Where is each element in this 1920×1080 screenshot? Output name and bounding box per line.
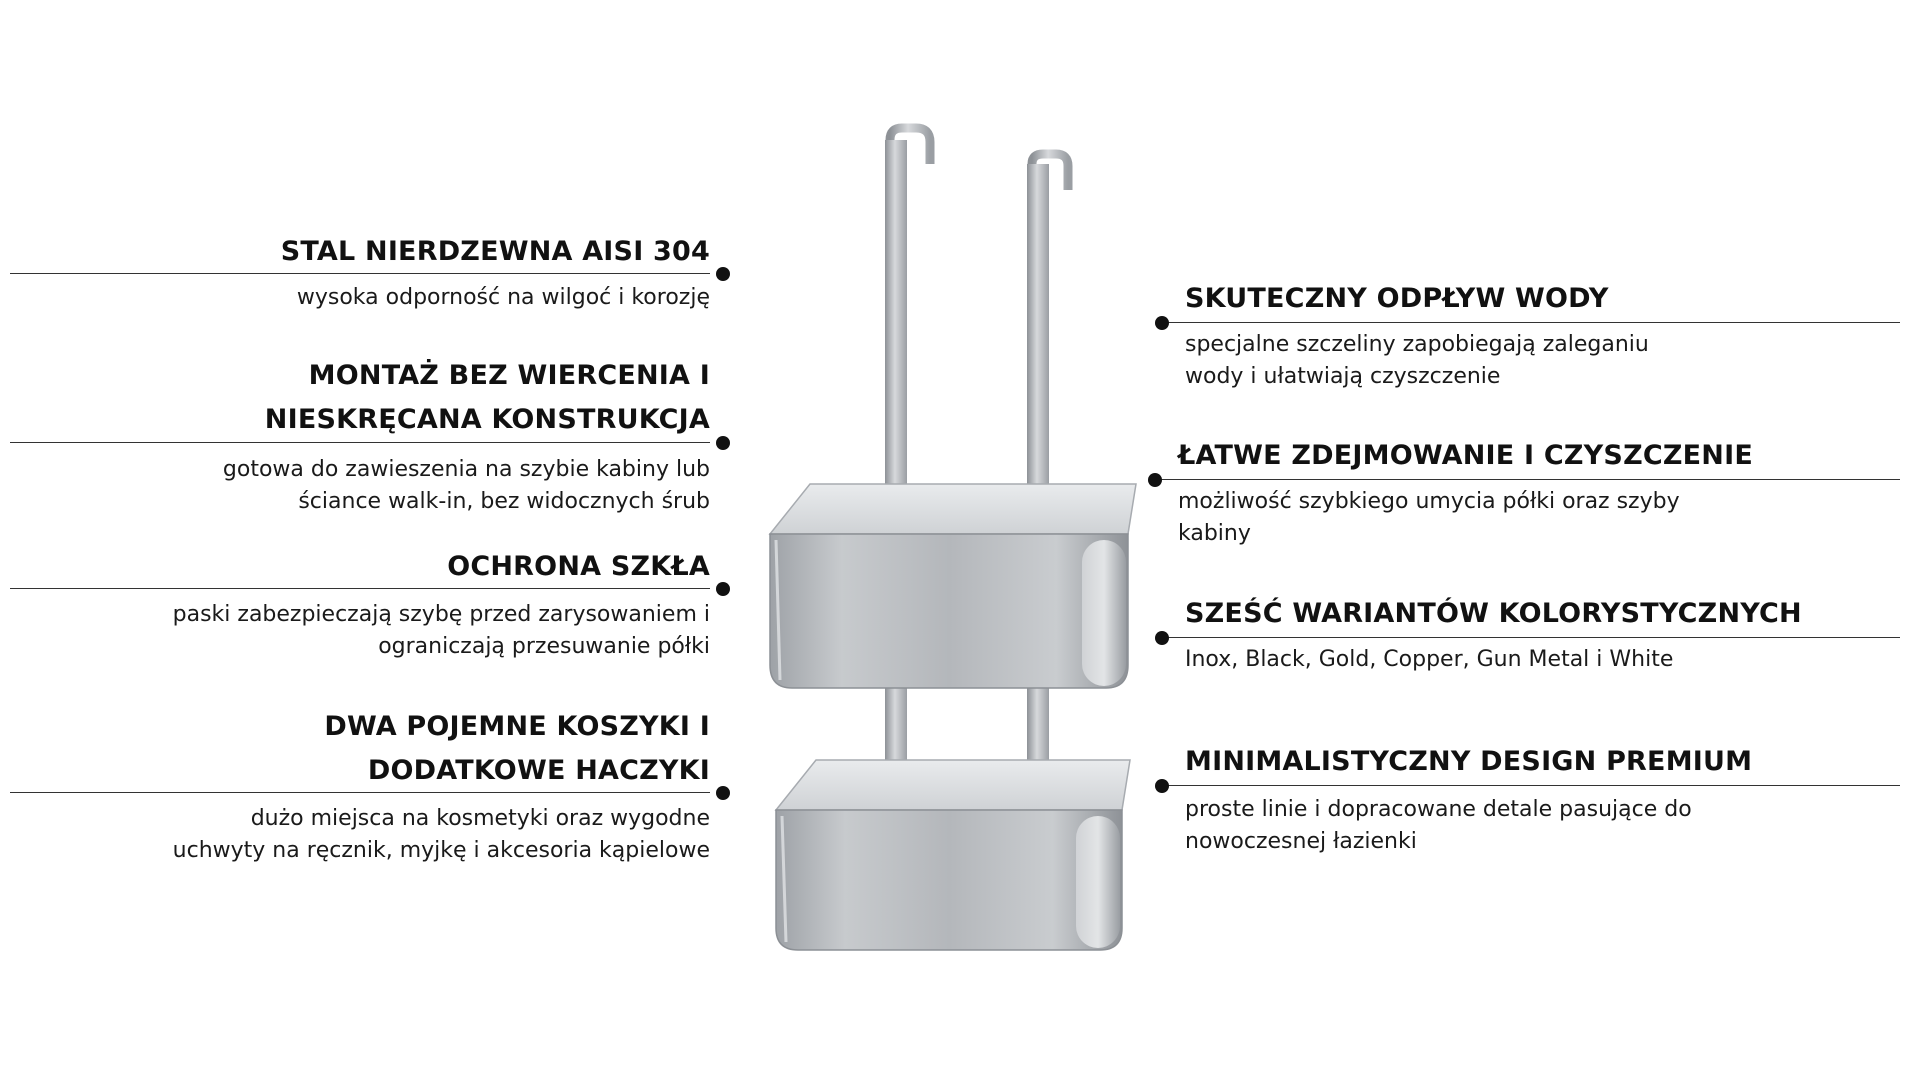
feature-color-variants bbox=[1155, 592, 1900, 682]
bullet-dot bbox=[1155, 316, 1169, 330]
feature-stainless-steel bbox=[10, 230, 710, 310]
bullet-dot bbox=[1155, 631, 1169, 645]
feature-title-line-2: NIESKRĘCANA KONSTRUKCJA bbox=[264, 404, 710, 435]
feature-desc-line-2: nowoczesnej łazienki bbox=[1185, 829, 1417, 854]
bullet-dot bbox=[716, 582, 730, 596]
feature-title-line-2: DODATKOWE HACZYKI bbox=[367, 755, 710, 786]
feature-title: STAL NIERDZEWNA AISI 304 bbox=[280, 236, 710, 267]
divider-line bbox=[1161, 637, 1900, 638]
bullet-dot bbox=[1155, 779, 1169, 793]
divider-line bbox=[10, 273, 710, 274]
feature-no-drilling bbox=[10, 354, 710, 514]
feature-title: SZEŚĆ WARIANTÓW KOLORYSTYCZNYCH bbox=[1185, 598, 1802, 629]
left-rod bbox=[885, 140, 907, 800]
upper-basket bbox=[770, 484, 1136, 688]
feature-desc-line-1: paski zabezpieczają szybę przed zarysowaniem i bbox=[172, 602, 710, 627]
bullet-dot bbox=[716, 786, 730, 800]
feature-desc-line-2: wody i ułatwiają czyszczenie bbox=[1185, 364, 1501, 389]
feature-title: OCHRONA SZKŁA bbox=[447, 551, 710, 582]
bullet-dot bbox=[716, 436, 730, 450]
divider-line bbox=[1161, 785, 1900, 786]
feature-title: ŁATWE ZDEJMOWANIE I CZYSZCZENIE bbox=[1178, 440, 1753, 471]
feature-desc-line-2: uchwyty na ręcznik, myjkę i akcesoria kąpielowe bbox=[172, 838, 710, 863]
feature-title: MINIMALISTYCZNY DESIGN PREMIUM bbox=[1185, 746, 1753, 777]
feature-desc-line-1: możliwość szybkiego umycia półki oraz szyby bbox=[1178, 489, 1680, 514]
feature-glass-protection bbox=[10, 545, 710, 665]
feature-two-baskets bbox=[10, 705, 710, 865]
feature-desc-line-1: gotowa do zawieszenia na szybie kabiny lub bbox=[222, 457, 710, 482]
feature-easy-cleaning bbox=[1148, 434, 1900, 554]
divider-line bbox=[10, 792, 710, 793]
feature-minimal-design bbox=[1155, 740, 1900, 860]
divider-line bbox=[1161, 322, 1900, 323]
feature-desc: wysoka odporność na wilgoć i korozję bbox=[296, 285, 710, 310]
divider-line bbox=[1154, 479, 1900, 480]
bullet-dot bbox=[1148, 473, 1162, 487]
feature-title-line-1: DWA POJEMNE KOSZYKI I bbox=[324, 711, 710, 742]
shower-caddy-product-image bbox=[750, 120, 1150, 980]
divider-line bbox=[10, 588, 710, 589]
feature-desc-line-1: specjalne szczeliny zapobiegają zaleganiu bbox=[1185, 332, 1649, 357]
lower-basket bbox=[776, 760, 1130, 950]
divider-line bbox=[10, 442, 710, 443]
feature-desc-line-2: ograniczają przesuwanie półki bbox=[378, 634, 710, 659]
feature-title-line-1: MONTAŻ BEZ WIERCENIA I bbox=[308, 360, 710, 391]
feature-desc: Inox, Black, Gold, Copper, Gun Metal i White bbox=[1185, 647, 1674, 672]
feature-desc-line-1: dużo miejsca na kosmetyki oraz wygodne bbox=[250, 806, 710, 831]
right-rod bbox=[1027, 164, 1049, 800]
feature-desc-line-2: ściance walk-in, bez widocznych śrub bbox=[298, 489, 710, 514]
feature-title: SKUTECZNY ODPŁYW WODY bbox=[1185, 283, 1609, 314]
bullet-dot bbox=[716, 267, 730, 281]
feature-desc-line-2: kabiny bbox=[1178, 521, 1251, 546]
feature-desc-line-1: proste linie i dopracowane detale pasujące do bbox=[1185, 797, 1692, 822]
feature-water-drainage bbox=[1155, 277, 1900, 397]
